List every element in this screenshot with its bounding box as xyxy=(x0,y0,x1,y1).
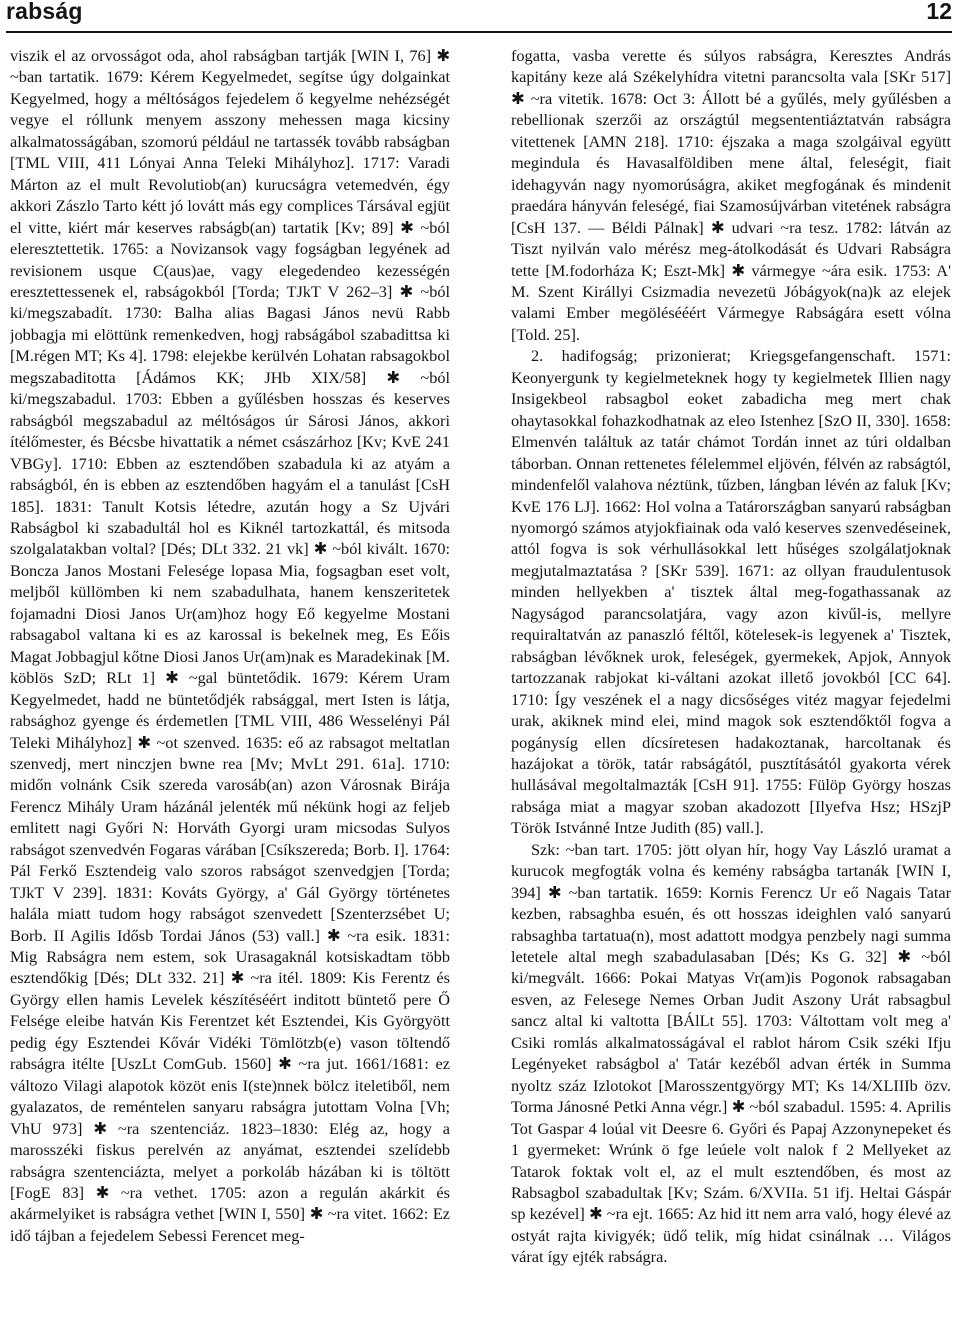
header-rule xyxy=(6,31,952,33)
left-column xyxy=(10,45,450,1333)
entry-paragraph: viszik el az orvosságot oda, ahol rabságban tartják [WIN I, 76] ✱ ~ban tartatik. 1679: Kérem Kegyelmedet, segítse úgy dolgainkat Kegyelmed, hogy a méltóságos fejedelem ő kegyelme nehézségét vegye el róllunk menyem asszony mehessen maga kicsiny alkalmatosságában, szomorú például ne tartassék tovább rabságban [TML VIII, 411 Lónyai Anna Teleki Mihályhoz]. 1717: Varadi Márton az el mult Revolutiob(an) kurucságra vetemedvén, égy akkori Zászlo Tarto kétt jó lovátt más egy complices Társával egjüt el vitte, kiért már keserves rabságb(an) tartatik [Kv; 89] ✱ ~ból eleresztettetik. 1765: a Novizansok vagy fogságban legyének ad revisionem usque C(aus)ae, vagy elegedendeo kezességén eresztettessenek el, rabságokból [Torda; TJkT V 262–3] ✱ ~ból ki/megszabadít. 1730: Balha alias Bagasi János nevü Rabb jobbagja mi elöttünk remenkedven, hogj rabságábol szabadittsa ki [M.régen MT; Ks 4]. 1798: elejekbe kerülvén Lohatan rabsagokbol megszabaditotta [Ádámos KK; JHb XIX/58] ✱ ~ból ki/megszabadul. 1703: Ebben a gyűlésben hosszas és keserves rabságból megszabadul az méltóságos úr Sárosi János, akkori ítélőmester, és Bécsbe hivattatik a német császárhoz [Kv; KvE 241 VBGy]. 1710: Ebben az esztendőben szabadula ki az atyám a rabságból, én is ebben az esztendőben hagyám el a tanulást [CsH 185]. 1831: Tanult Kotsis létedre, azután hogy a Sz Ujvári Rabságbol ki szabadultál hol es Kiknél tartozkattál, és mitsoda szolgalatakban voltal? [Dés; DLt 332. 21 vk] ✱ ~ból kivált. 1670: Boncza Janos Mostani Felesége lopasa Mia, fogsagban eset volt, meljből küllömben ki nem szabadulhata, hanem kenszeritetek fojamadni Diosi Janos Ur(am)hoz hogy Eő kegyelme Mostani rabsagabol valtana ki es az karossal is bekelnek meg, Es Eőis Magat Jobbagjul kőtne Diosi Janos Ur(am)nak es Maradekinak [M. köblös SzD; RLt 1] ✱ ~gal büntetődik. 1679: Kérem Uram Kegyelmedet, hadd ne büntetődjék rabsággal, mert Isten is látja, rabsághoz gyenge és érdemetlen [TML VIII, 486 Wesselényi Pál Teleki Mihályhoz] ✱ ~ot szenved. 1635: eő az rabsagot meltatlan szenvedj, mert ninczjen bwne rea [Mv; MvLt 291. 61a]. 1710: midőn volnánk Csik szereda varosáb(an) azon Városnak Birája Ferencz Mihály Uram házánál jelenték mű nékünk hogi az feljeb emlitett nagi Győri N: Horváth Gyorgi uram micsodas Sulyos rabságot szenvedvén Fogaras várában [Csíkszereda; Borb. I]. 1764: Pál Ferkő Esztendeig valo szoros rabságot szenvedgjen [Torda; TJkT V 239]. 1831: Kováts György, a' Gál György történetes halála miatt tudom hogy rabságot szenvedett [Szenterzsébet U; Borb. II Agilis Idősb Tordai János (53) vall.] ✱ ~ra esik. 1831: Mig Rabságra nem estem, sok Urasagaknál kotsiskadtam több esztendőkig [Dés; DLt 332. 21] ✱ ~ra itél. 1809: Kis Ferentz és György ellen hamis Levelek készítéséért inditott büntető pere Ő Felsége eleibe hatván Kis Ferentzet két Esztendei, Kis Györgyött pedig égy Esztendei Kővár Vidéki Tömlötzb(e) vason töltendő rabságra itélte [UszLt ComGub. 1560] ✱ ~ra jut. 1661/1681: ez változo Vilagi alapotok közöt enis I(ste)nnek bölcz iteletiből, nem gyalazatos, de reméntelen sanyaru rabságra jutottam Volna [Vh; VhU 973] ✱ ~ra szentenciáz. 1823–1830: Elég az, hogy a marosszéki fiskus perelvén az anyámat, esztendei szelídebb rabságra szentenciázta, melyet a porkoláb házában ki is töltött [FogE 83] ✱ ~ra vethet. 1705: azon a regulán akárkit és akármelyiket is rabságra vethet [WIN I, 550] ✱ ~ra vitet. 1662: Ez idő tájban a fejedelem Sebessi Ferencet meg- xyxy=(10,46,450,1245)
headword-running-head: rabság xyxy=(6,0,83,24)
page-header xyxy=(6,0,952,30)
entry-paragraph: fogatta, vasba verette és súlyos rabságra, Keresztes András kapitány keze alá Székelyhídra vitetni parancsolta vala [SKr 517] ✱ ~ra vitetik. 1678: Oct 3: Állott bé a gyűlés, mely gyűlésben a rebellionak szerzői az országtúl megsententiáztatván rabságra vitettenek [AMN 218]. 1710: éjszaka a maga szolgáival együtt megindula és Havasalföldiben mene által, feleségit, fiait idehagyván nagy nyomorúságra, akiket megfogának és mindenit praedára hányván feleségé, fiai Szamosújvárban vitetének rabságra [CsH 137. — Béldi Pálnak] ✱ udvari ~ra tesz. 1782: látván az Tiszt nyilván valo mérész meg-átolkodását és Udvari Rabságra tette [M.fodorháza K; Eszt-Mk] ✱ vármegye ~ára esik. 1753: A' M. Szent Királlyi Csizmadia nevezetü Jóbágyok(na)k az elejek valami Ember megölésééért Vármegye Rabságára esett vólna [Told. 25]. xyxy=(511,46,951,344)
right-column xyxy=(511,45,951,1333)
sense-2-paragraph: 2. hadifogság; prizonierat; Kriegsgefangenschaft. 1571: Keonyergunk ty kegielmeteknek hogy ty kegielmetek Illien nagy Insigekbeol rabsagbol eoket zabadicha meg mert chak ohaytasokkal fohazkodhatnak az eleo Istenhez [SzO II, 330]. 1658: Elmenvén találtuk az tatár chámot Tordán innet az túri oldalban táborban. Onnan rettenetes félelemmel eljövén, félvén az rabságtól, mindenfelől valahova néztünk, tűzben, lángban lévén az faluk [Kv; KvE 176 LJ]. 1662: Hol volna a Tatárországban sanyarú rabságban nyomorgó számos atyjokfiainak oda való keserves szenvedéseinek, attól fogva is sok vérhullásokkal lett hűséges szolgálatjoknak megjutalmaztatása ? [SKr 539]. 1671: az ollyan fraudulentusok minden hellyekben a' tisztek által meg-fogathassanak az Nagyságod parancsolatjára, vagy azon kivűl-is, mellyre requiraltatván az panaszló féltől, kötelesek-is legyenek a' Tisztek, rabságban lévőknek urok, feleségek, gyermekek, Apjok, Annyok tartozzanak rabjokat ki-váltani azokat illető jovokból [CC 64]. 1710: Így veszének el a nagy dicsőséges vitéz magyar fejedelmi urak, akiknek mind elei, mind magok sok esztendőktől fogva a pogánysíg ellen dícsíretesen hadakoztanak, harcoltanak és hazájokat a török, tatár rabságától, pusztításától gyakorta vérek hullásával megoltalmazták [CsH 91]. 1755: Fülöp György hoszas rabsága miat a magyar szoban akadozott [Ilyefva Hsz; HSzjP Török Istvánné Intze Judith (85) vall.]. xyxy=(511,346,951,838)
page-number: 12 xyxy=(926,0,952,24)
phrases-paragraph: Szk: ~ban tart. 1705: jött olyan hír, hogy Vay László uramat a kurucok megfogták volna és kemény rabságba tartanák [WIN I, 394] ✱ ~ban tartatik. 1659: Kornis Ferencz Ur eő Nagais Tatar kezben, rabsaghba esuén, és ott hosszas ideighlen való sanyarú rabsaghba tartatua(n), most adattott modgya penzbely nagi summa letetele altal megh szabadulasaban [Dés; Ks G. 32] ✱ ~ból ki/megvált. 1666: Pokai Matyas Vr(am)is Pogonok rabsagaban esven, az Felesege Nemes Orban Judit Aszony Urát rabsagbul sancz altal ki valtotta [BÁlLt 55]. 1703: Váltottam volt meg a' Csiki romlás alkalmatosságával el rablot három Csik széki Ifju Legényeket rabságbol a' Tatár kezéből advan érték in Summa nyoltz száz Izlotokot [Marosszentgyörgy MT; Ks 14/XLIIIb özv. Torma Jánosné Petki Anna végr.] ✱ ~ból szabadul. 1595: 4. Aprilis Tot Gaspar 4 loúal vit Deesre 6. Győri és Papaj Azzonynepeket és 1 gyermeket: Wrúnk ö fge leúele volt nalok f 2 Mellyeket az Tatarok foktak volt el, az el mult esztendőben, és most az Rabsagbol szabadultak [Kv; Szám. 6/XVIIa. 51 ifj. Heltai Gáspár sp kezével] ✱ ~ra ejt. 1665: Az hid itt nem arra való, hogy élevé az ostyát rajta kivigyék; üdő telik, míg hidat csinálnak … Világos várat így ejték rabságra. xyxy=(511,839,951,1267)
